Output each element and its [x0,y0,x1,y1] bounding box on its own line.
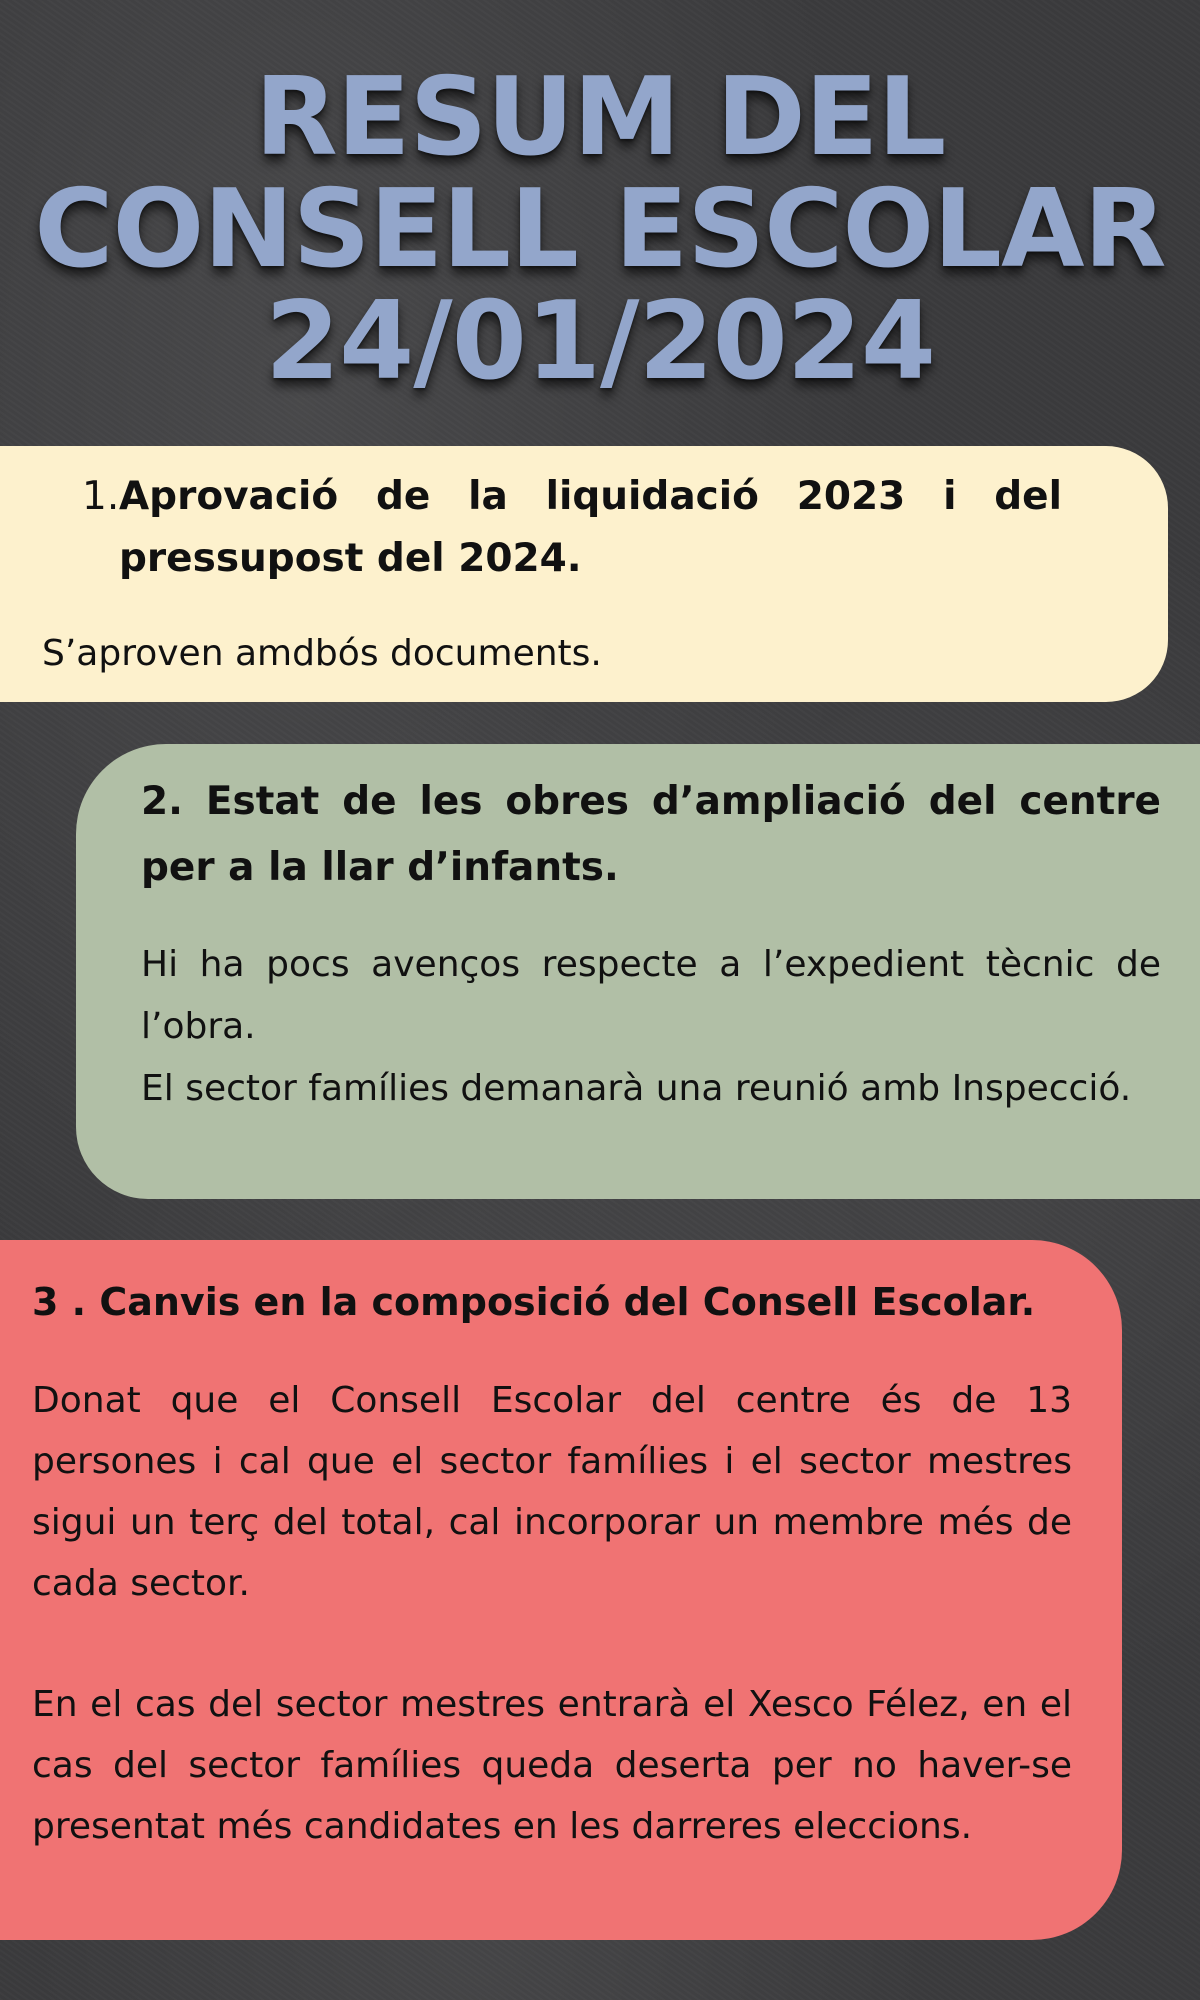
page-title [0,55,1200,404]
agenda-item-3-card [0,1240,1122,1940]
agenda-item-2-body-line-2: El sector famílies demanarà una reunió amb Inspecció. [141,1068,1132,1109]
agenda-item-1-body: S’aproven amdbós documents. [42,633,602,674]
agenda-item-1-number: 1. [82,474,120,519]
agenda-item-3-paragraph-2: En el cas del sector mestres entrarà el Xesco Félez, en el cas del sector famílies queda deserta per no haver-se presentat més candidates en les darreres eleccions. [32,1684,1072,1847]
title-line-2: CONSELL ESCOLAR [34,167,1166,292]
agenda-item-2-body-line-1: Hi ha pocs avenços respecte a l’expedient tècnic de l’obra. [141,944,1161,1047]
agenda-item-2-heading: 2. Estat de les obres d’ampliació del centre per a la llar d’infants. [141,779,1161,890]
agenda-item-3-heading: 3 . Canvis en la composició del Consell Escolar. [32,1280,1036,1324]
agenda-item-1-heading-text: Aprovació de la liquidació 2023 i del pressupost del 2024. [119,474,1062,581]
title-line-1: RESUM DEL [254,55,946,180]
agenda-item-3-paragraph-1: Donat que el Consell Escolar del centre és de 13 persones i cal que el sector famílies i el sector mestres sigui un terç del total, cal incorporar un membre més de cada sector. [32,1380,1072,1604]
title-line-3: 24/01/2024 [264,279,936,404]
agenda-item-2-card [76,744,1200,1199]
agenda-item-1-card [0,446,1168,702]
agenda-item-2-body [141,934,1161,1120]
agenda-item-1-heading [82,466,1062,590]
